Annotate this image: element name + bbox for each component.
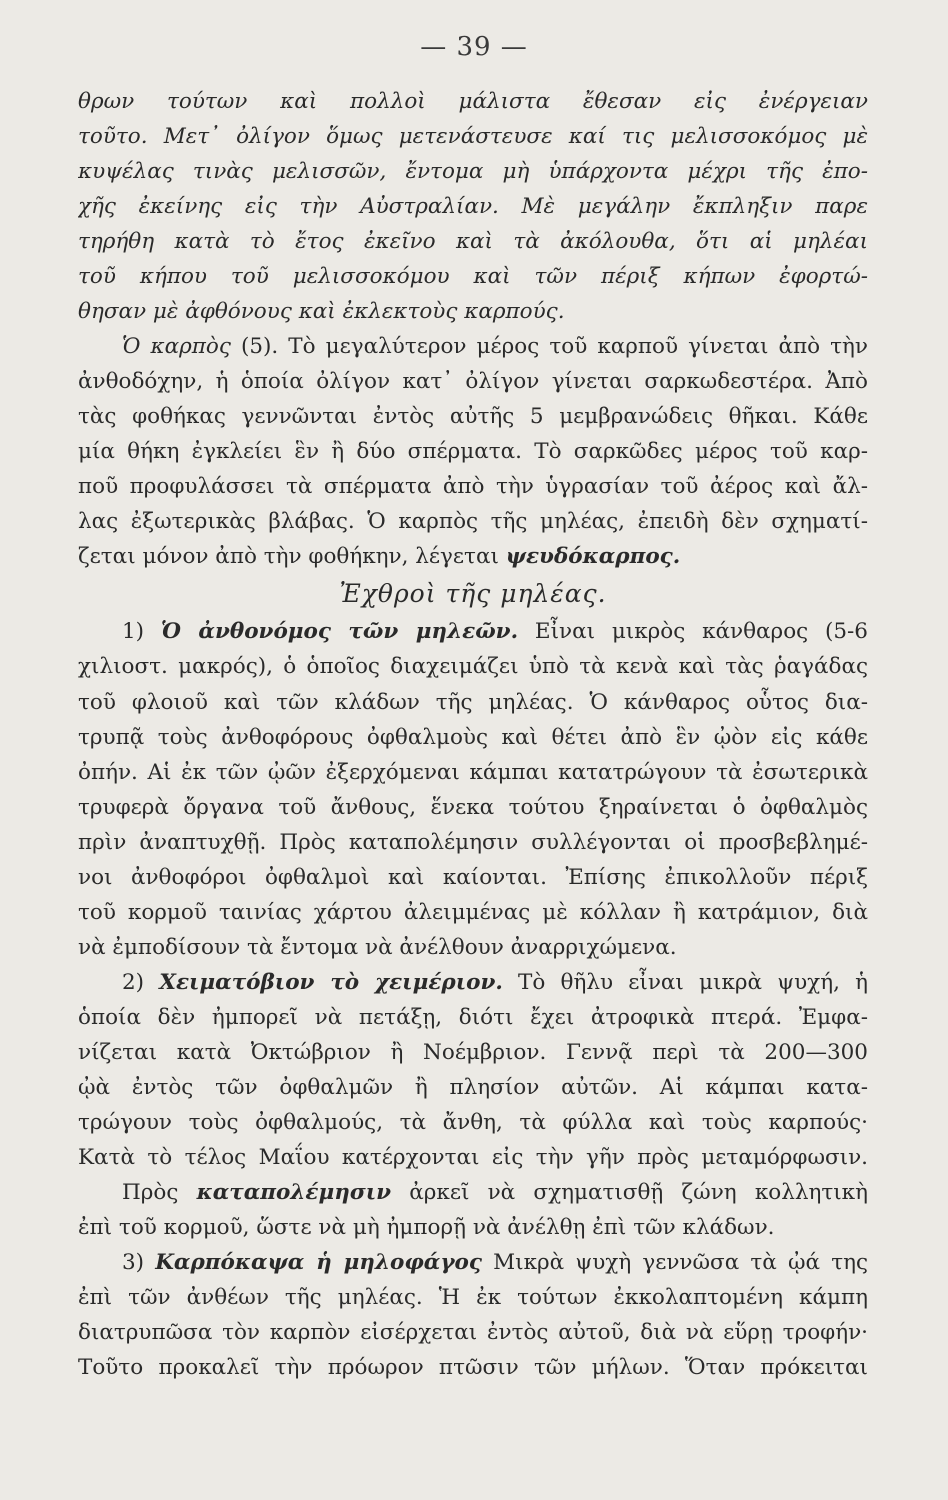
text-line: ὁποία δὲν ἠμπορεῖ νὰ πετάξῃ, διότι ἔχει ἀτροφικὰ πτερά. Ἐμφα- xyxy=(78,1004,868,1030)
item-number: 3) xyxy=(122,1250,156,1275)
text-line: τοῦτο. Μετ᾽ ὀλίγον ὅμως μετενάστευσε καί τις μελισσοκόμος μὲ xyxy=(78,124,868,150)
text-line: τρώγουν τοὺς ὀφθαλμούς, τὰ ἄνθη, τὰ φύλλα καὶ τοὺς καρπούς· xyxy=(78,1109,868,1135)
text-line: ἐπὶ τοῦ κορμοῦ, ὥστε νὰ μὴ ἠμπορῇ νὰ ἀνέλθῃ ἐπὶ τῶν κλάδων. xyxy=(78,1214,775,1240)
text-span: Πρὸς xyxy=(122,1179,197,1205)
text-line: νίζεται κατὰ Ὀκτώβριον ἢ Νοέμβριον. Γεννᾷ περὶ τὰ 200—300 xyxy=(78,1039,868,1065)
page-number: — 39 — xyxy=(420,32,528,62)
text-line: μία θήκη ἐγκλείει ἓν ἢ δύο σπέρματα. Τὸ σαρκῶδες μέρος τοῦ καρ- xyxy=(78,439,868,465)
paragraph-bees-australia xyxy=(78,84,868,329)
text-line: χιλιοστ. μακρός), ὁ ὁποῖος διαχειμάζει ὑπὸ τὰ κενὰ καὶ τὰς ῥαγάδας xyxy=(78,654,868,680)
text-line: λας ἐξωτερικὰς βλάβας. Ὁ καρπὸς τῆς μηλέας, ἐπειδὴ δὲν σχηματί- xyxy=(78,509,868,535)
item-number: 2) xyxy=(122,969,160,995)
paragraph-fruit xyxy=(78,329,868,574)
text-line: τοῦ κορμοῦ ταινίας χάρτου ἀλειμμένας μὲ κόλλαν ἢ κατράμιον, διὰ xyxy=(78,899,868,925)
section-heading: Ἐχθροὶ τῆς μηλέας. xyxy=(339,579,607,609)
term-anthonomus: Ὁ ἀνθονόμος τῶν μηλεῶν. xyxy=(160,619,519,645)
text-line xyxy=(78,965,868,1000)
text-line: θησαν μὲ ἀφθόνους καὶ ἐκλεκτοὺς καρπούς. xyxy=(78,299,565,325)
text-line: ἐπὶ τῶν ἀνθέων τῆς μηλέας. Ἡ ἐκ τούτων ἐκκολαπτομένη κάμπη xyxy=(78,1285,868,1311)
term-fruit: Ὁ καρπὸς xyxy=(122,334,231,360)
term-cheimatobion: Χειματόβιον τὸ χειμέριον. xyxy=(159,969,503,995)
text-line: τρυπᾷ τοὺς ἀνθοφόρους ὀφθαλμοὺς καὶ θέτει ἀπὸ ἓν ᾠὸν εἰς κάθε xyxy=(78,724,868,750)
text-line xyxy=(78,1175,868,1210)
text-line: πρὶν ἀναπτυχθῇ. Πρὸς καταπολέμησιν συλλέγονται οἱ προσβεβλημέ- xyxy=(78,829,868,855)
text-line: τὰς φοθήκας γεννῶνται ἐντὸς αὐτῆς 5 μεμβρανώδεις θῆκαι. Κάθε xyxy=(78,404,868,430)
text-line: νὰ ἐμποδίσουν τὰ ἔντομα νὰ ἀνέλθουν ἀναρριχώμενα. xyxy=(78,934,677,960)
text-span: (5). Τὸ μεγαλύτερον μέρος τοῦ καρποῦ γίνεται ἀπὸ τὴν xyxy=(230,334,868,360)
text-line: τοῦ φλοιοῦ καὶ τῶν κλάδων τῆς μηλέας. Ὁ κάνθαρος οὗτος δια- xyxy=(78,689,868,715)
text-line xyxy=(78,539,868,574)
text-line: τηρήθη κατὰ τὸ ἔτος ἐκεῖνο καὶ τὰ ἀκόλουθα, ὅτι αἱ μηλέαι xyxy=(78,229,868,255)
text-line xyxy=(78,614,868,649)
text-span: Εἶναι μικρὸς κάνθαρος (5-6 xyxy=(518,619,868,645)
text-span: ἀρκεῖ νὰ σχηματισθῇ ζώνη κολλητικὴ xyxy=(391,1179,868,1205)
term-carpocapsa: Καρπόκαψα ἡ μηλοφάγος xyxy=(155,1250,482,1275)
text-line: ἀνθοδόχην, ἡ ὁποία ὀλίγον κατ᾽ ὀλίγον γίνεται σαρκωδεστέρα. Ἀπὸ xyxy=(78,369,868,395)
text-line: διατρυπῶσα τὸν καρπὸν εἰσέρχεται ἐντὸς αὐτοῦ, διὰ νὰ εὕρῃ τροφήν· xyxy=(78,1320,868,1346)
text-span: ζεται μόνον ἀπὸ τὴν φοθήκην, λέγεται xyxy=(78,544,506,570)
item-number: 1) xyxy=(122,619,161,645)
text-line: θρων τούτων καὶ πολλοὶ μάλιστα ἔθεσαν εἰς ἐνέργειαν xyxy=(78,89,868,114)
text-line xyxy=(78,1245,868,1280)
text-line xyxy=(78,329,868,364)
text-line: νοι ἀνθοφόροι ὀφθαλμοὶ καὶ καίονται. Ἐπίσης ἐπικολλοῦν πέριξ xyxy=(78,864,868,890)
text-line: τρυφερὰ ὄργανα τοῦ ἄνθους, ἕνεκα τούτου ξηραίνεται ὁ ὀφθαλμὸς xyxy=(78,794,868,820)
text-line: τοῦ κήπου τοῦ μελισσοκόμου καὶ τῶν πέριξ κήπων ἐφορτώ- xyxy=(78,264,868,290)
text-line: ποῦ προφυλάσσει τὰ σπέρματα ἀπὸ τὴν ὑγρασίαν τοῦ ἀέρος καὶ ἄλ- xyxy=(78,474,868,500)
text-line: ὀπήν. Αἱ ἐκ τῶν ᾠῶν ἐξερχόμεναι κάμπαι κατατρώγουν τὰ ἐσωτερικὰ xyxy=(78,759,868,785)
text-line: ᾠὰ ἐντὸς τῶν ὀφθαλμῶν ἢ πλησίον αὐτῶν. Αἱ κάμπαι κατα- xyxy=(78,1074,868,1100)
text-line: κυψέλας τινὰς μελισσῶν, ἔντομα μὴ ὑπάρχοντα μέχρι τῆς ἐπο- xyxy=(78,159,868,185)
enemy-2-cheimatobion xyxy=(78,965,868,1245)
text-line: Τοῦτο προκαλεῖ τὴν πρόωρον πτῶσιν τῶν μήλων. Ὅταν πρόκειται xyxy=(78,1355,868,1381)
text-span: Μικρὰ ψυχὴ γεννῶσα τὰ ᾠά της xyxy=(481,1250,868,1275)
text-line: Κατὰ τὸ τέλος Μαΐου κατέρχονται εἰς τὴν γῆν πρὸς μεταμόρφωσιν. xyxy=(78,1144,868,1170)
term-control: καταπολέμησιν xyxy=(196,1179,392,1205)
page-body xyxy=(78,84,868,1385)
enemy-1-anthonomus xyxy=(78,614,868,964)
text-line: χῆς ἐκείνης εἰς τὴν Αὐστραλίαν. Μὲ μεγάλην ἔκπληξιν παρε xyxy=(78,194,868,220)
term-pseudocarp: ψευδόκαρπος. xyxy=(505,544,681,570)
enemy-3-carpocapsa xyxy=(78,1245,868,1385)
text-span: Τὸ θῆλυ εἶναι μικρὰ ψυχή, ἡ xyxy=(502,969,868,995)
